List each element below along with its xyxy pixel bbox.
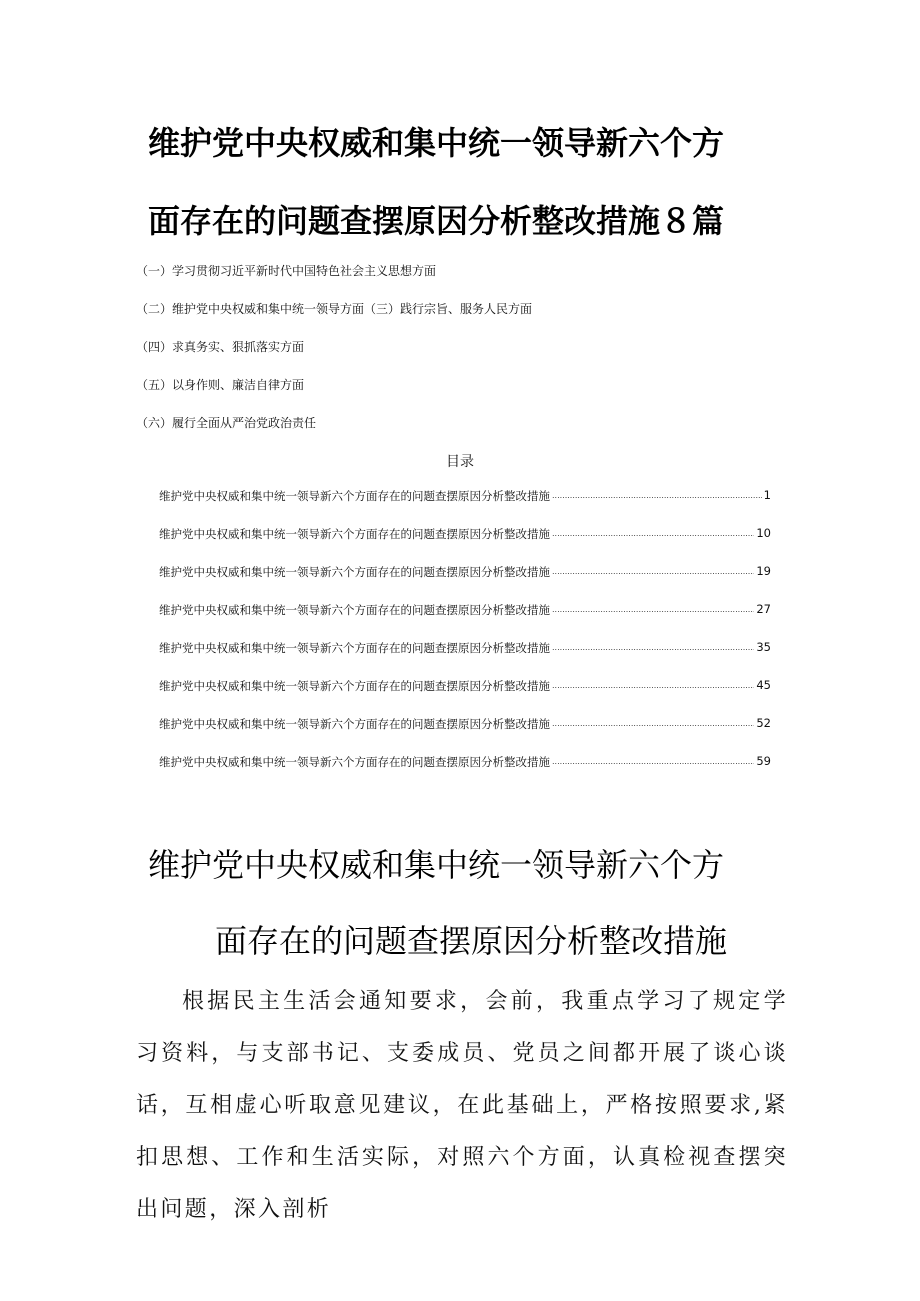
toc-leader-dots <box>552 640 754 656</box>
toc-leader-dots <box>552 678 754 694</box>
toc-entry-page: 45 <box>756 678 771 692</box>
toc-entry-title: 维护党中央权威和集中统一领导新六个方面存在的问题查摆原因分析整改措施 <box>159 603 550 617</box>
toc-leader-dots <box>552 754 754 770</box>
aspect-item: （一）学习贯彻习近平新时代中国特色社会主义思想方面 <box>136 264 437 278</box>
toc-entry-title: 维护党中央权威和集中统一领导新六个方面存在的问题查摆原因分析整改措施 <box>159 641 550 655</box>
toc-leader-dots <box>552 602 754 618</box>
document-title-line-2: 面存在的问题查摆原因分析整改措施８篇 <box>148 202 725 240</box>
toc-entry-title: 维护党中央权威和集中统一领导新六个方面存在的问题查摆原因分析整改措施 <box>159 755 550 769</box>
aspect-item: （五）以身作则、廉洁自律方面 <box>136 378 305 392</box>
aspect-item: （四）求真务实、狠抓落实方面 <box>136 340 305 354</box>
toc-entry[interactable] <box>159 526 771 564</box>
section-title-line-2: 面存在的问题查摆原因分析整改措施 <box>215 922 728 960</box>
toc-entry-page: 52 <box>756 716 771 730</box>
toc-leader-dots <box>552 716 754 732</box>
toc-entry[interactable] <box>159 488 771 526</box>
toc-entry[interactable] <box>159 754 771 792</box>
aspect-item: （二）维护党中央权威和集中统一领导方面（三）践行宗旨、服务人民方面 <box>136 302 533 316</box>
toc-entry-title: 维护党中央权威和集中统一领导新六个方面存在的问题查摆原因分析整改措施 <box>159 565 550 579</box>
toc-entry-page: 10 <box>756 526 771 540</box>
table-of-contents <box>159 488 771 792</box>
toc-entry-page: 19 <box>756 564 771 578</box>
toc-entry[interactable] <box>159 716 771 754</box>
toc-entry-title: 维护党中央权威和集中统一领导新六个方面存在的问题查摆原因分析整改措施 <box>159 717 550 731</box>
toc-leader-dots <box>552 564 754 580</box>
toc-entry[interactable] <box>159 640 771 678</box>
toc-entry-title: 维护党中央权威和集中统一领导新六个方面存在的问题查摆原因分析整改措施 <box>159 489 550 503</box>
toc-entry-page: 35 <box>756 640 771 654</box>
toc-entry[interactable] <box>159 564 771 602</box>
toc-heading: 目录 <box>446 454 474 470</box>
body-paragraph: 根据民主生活会通知要求，会前，我重点学习了规定学习资料，与支部书记、支委成员、党员之间都开展了谈心谈话，互相虚心听取意见建议，在此基础上，严格按照要求,紧扣思想、工作和生活实际，对照六个方面，认真检视查摆突出问题，深入剖析 <box>136 989 788 1222</box>
aspect-item: （六）履行全面从严治党政治责任 <box>136 416 317 430</box>
toc-leader-dots <box>552 526 754 542</box>
toc-entry-title: 维护党中央权威和集中统一领导新六个方面存在的问题查摆原因分析整改措施 <box>159 527 550 541</box>
toc-entry-page: 1 <box>763 488 771 502</box>
toc-entry-title: 维护党中央权威和集中统一领导新六个方面存在的问题查摆原因分析整改措施 <box>159 679 550 693</box>
toc-entry-page: 27 <box>756 602 771 616</box>
toc-leader-dots <box>552 488 762 504</box>
document-title-line-1: 维护党中央权威和集中统一领导新六个方 <box>148 124 725 162</box>
section-title-line-1: 维护党中央权威和集中统一领导新六个方 <box>148 846 725 884</box>
toc-entry[interactable] <box>159 678 771 716</box>
toc-entry[interactable] <box>159 602 771 640</box>
toc-entry-page: 59 <box>756 754 771 768</box>
